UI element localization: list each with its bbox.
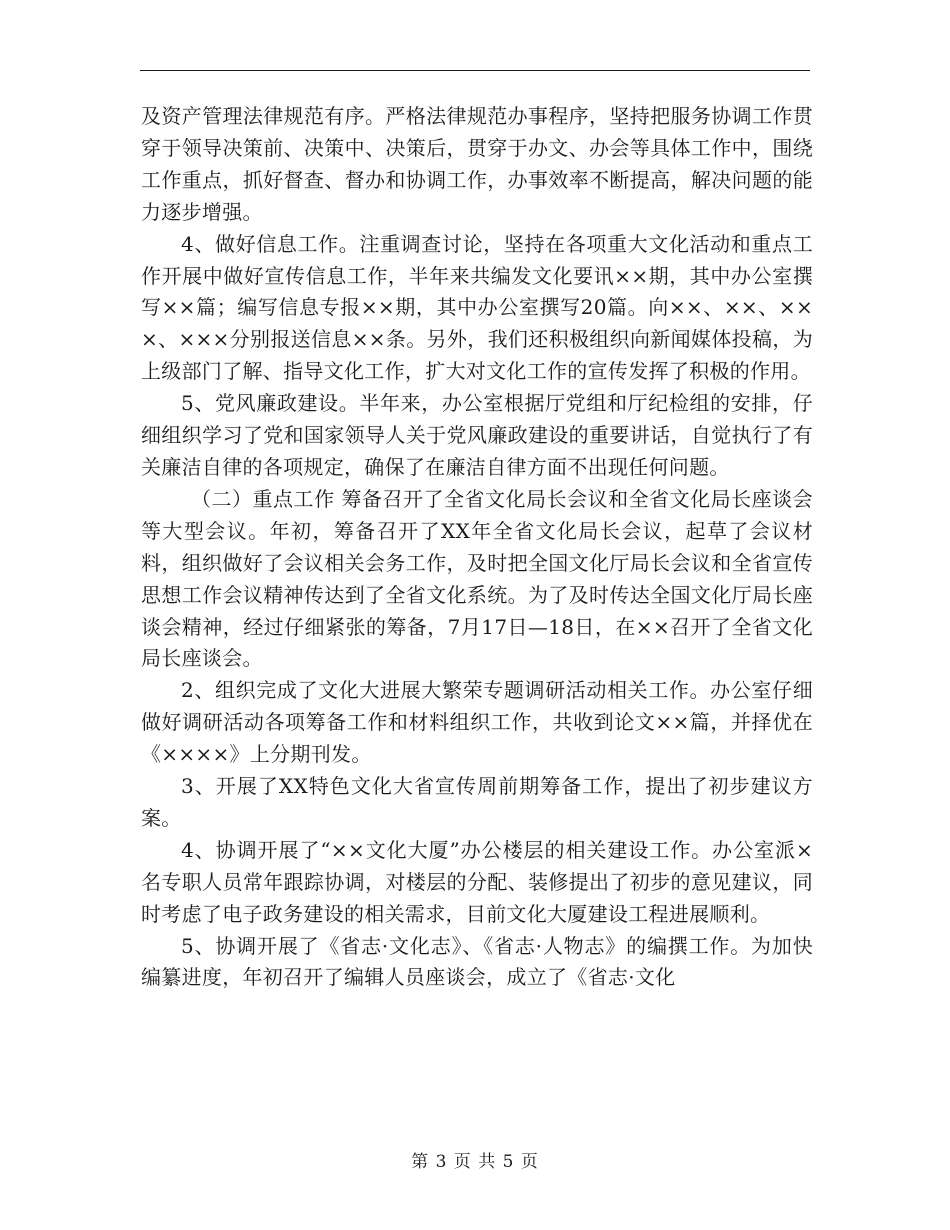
paragraph-party-integrity: 5、党风廉政建设。半年来，办公室根据厅党组和厅纪检组的安排，仔细组织学习了党和国家领导人关于党风廉政建设的重要讲话，自觉执行了有关廉洁自律的各项规定，确保了在廉洁自律方面不出现任何问题。 bbox=[141, 391, 813, 479]
paragraph-culture-building: 4、协调开展了“××文化大厦”办公楼层的相关建设工作。办公室派×名专职人员常年跟踪协调，对楼层的分配、装修提出了初步的意见建议，同时考虑了电子政务建设的相关需求，目前文化大厦建设工程进展顺利。 bbox=[141, 837, 813, 926]
paragraph-asset-management: 及资产管理法律规范有序。严格法律规范办事程序，坚持把服务协调工作贯穿于领导决策前、决策中、决策后，贯穿于办文、办会等具体工作中，围绕工作重点，抓好督查、督办和协调工作，办事效率不断提高，解决问题的能力逐步增强。 bbox=[141, 104, 813, 224]
paragraph-provincial-annals: 5、协调开展了《省志·文化志》、《省志·人物志》的编撰工作。为加快编纂进度，年初召开了编辑人员座谈会，成立了《省志·文化 bbox=[141, 933, 813, 990]
paragraph-research-activity: 2、组织完成了文化大进展大繁荣专题调研活动相关工作。办公室仔细做好调研活动各项筹备工作和材料组织工作，共收到论文××篇，并择优在《××××》上分期刊发。 bbox=[141, 678, 813, 767]
page-number-footer: 第 3 页 共 5 页 bbox=[411, 1152, 539, 1172]
paragraph-key-work: （二）重点工作 筹备召开了全省文化局长会议和全省文化局长座谈会等大型会议。年初，筹备召开了XX年全省文化局长会议，起草了会议材料，组织做好了会议相关会务工作，及时把全国文化厅局长会议和全省宣传思想工作会议精神传达到了全省文化系统。为了及时传达全国文化厅局长座谈会精神，经过仔细紧张的筹备，7月17日—18日，在××召开了全省文化局长座谈会。 bbox=[141, 486, 813, 671]
paragraph-publicity-week: 3、开展了XX特色文化大省宣传周前期筹备工作，提出了初步建议方案。 bbox=[141, 774, 813, 830]
document-body bbox=[141, 101, 813, 994]
paragraph-information-work: 4、做好信息工作。注重调查讨论，坚持在各项重大文化活动和重点工作开展中做好宣传信息工作，半年来共编发文化要讯××期，其中办公室撰写××篇；编写信息专报××期，其中办公室撰写20篇。向××、××、×××、×××分别报送信息××条。另外，我们还积极组织向新闻媒体投稿，为上级部门了解、指导文化工作，扩大对文化工作的宣传发挥了积极的作用。 bbox=[141, 231, 813, 384]
header-rule bbox=[140, 70, 810, 71]
